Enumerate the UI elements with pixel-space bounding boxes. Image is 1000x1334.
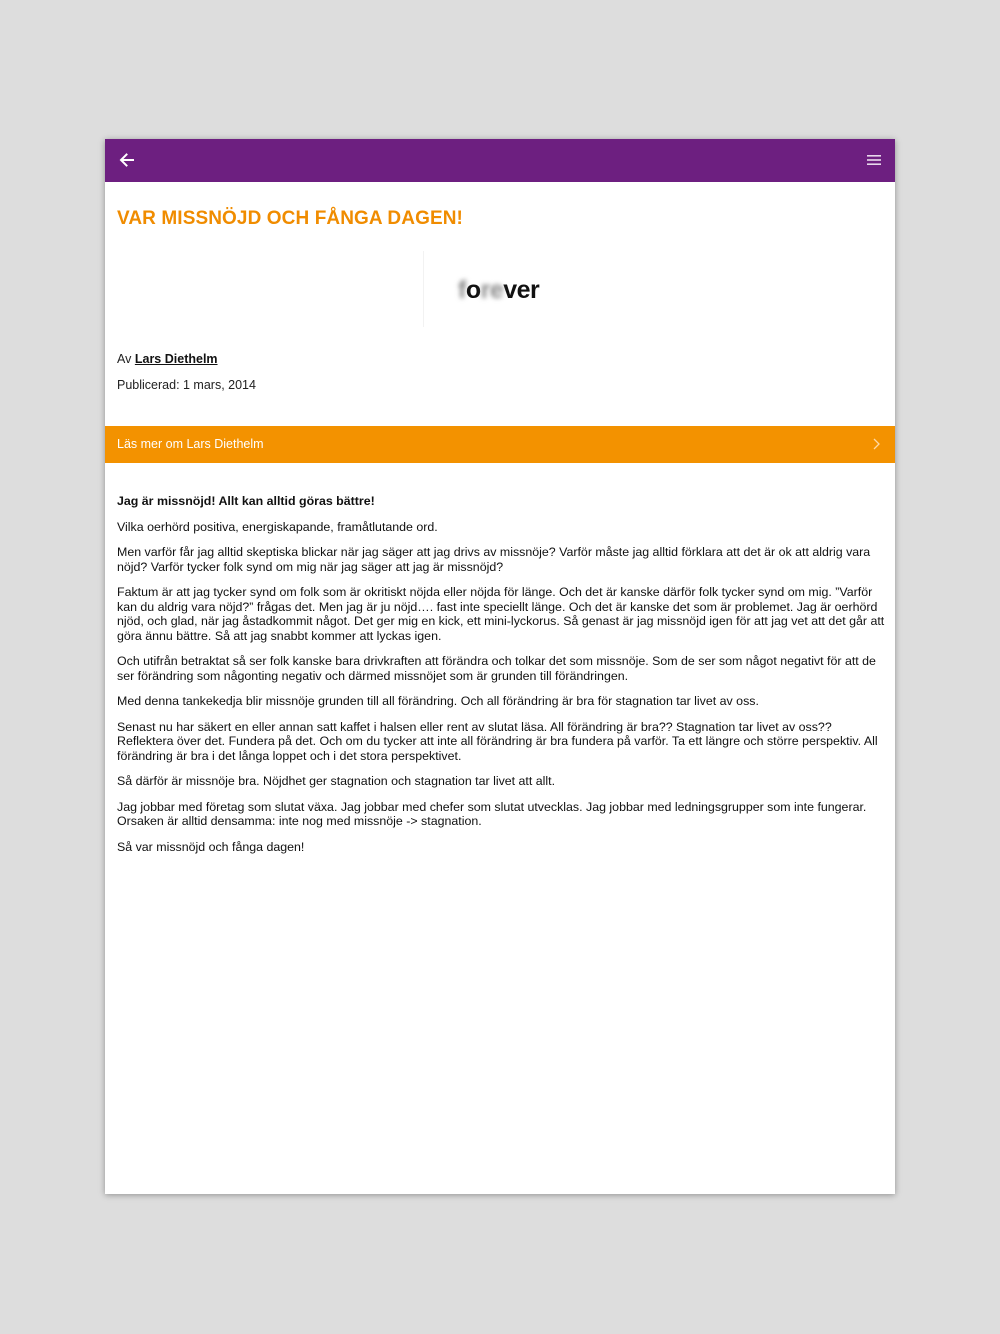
- body-paragraph: Så därför är missnöje bra. Nöjdhet ger stagnation och stagnation tar livet att allt.: [117, 774, 556, 788]
- app-screen: [105, 139, 895, 1194]
- arrow-left-icon[interactable]: [117, 150, 137, 170]
- article-image: [423, 251, 579, 327]
- byline-prefix: Av: [117, 352, 132, 366]
- article-body: [117, 494, 885, 865]
- read-more-author-button[interactable]: [105, 426, 895, 463]
- body-paragraph: Och utifrån betraktat så ser folk kanske bara drivkraften att förändra och tolkar det som missnöje. Som de ser som något negativt för att de ser förändring som någonting negativ och därmed missnöjet som är grunden till förändringen.: [117, 654, 876, 683]
- author-link[interactable]: Lars Diethelm: [134, 352, 218, 366]
- body-paragraph: Senast nu har säkert en eller annan satt kaffet i halsen eller rent av slutat läsa. All förändring är bra?? Stagnation tar livet av oss?? Reflektera över det. Fundera på det. Och om du tycker att inte all förändring är bra fundera på varför. Ta ett längre och större perspektiv. All förändring är bra i det långa loppet och i det stora perspektivet.: [117, 719, 878, 763]
- byline: [117, 352, 218, 366]
- logo-letter: ver: [503, 276, 540, 304]
- read-more-label: Läs mer om Lars Diethelm: [117, 437, 264, 451]
- body-lead: Jag är missnöjd! Allt kan alltid göras bättre!: [117, 494, 375, 508]
- body-paragraph: Men varför får jag alltid skeptiska blickar när jag säger att jag drivs av missnöje? Varför måste jag alltid förklara att det är ok att aldrig vara nöjd? Varför tycker folk synd om mig när jag säger att jag är missnöjd?: [117, 545, 871, 574]
- body-paragraph: Jag jobbar med företag som slutat växa. Jag jobbar med chefer som slutat utvecklas. Jag jobbar med ledningsgrupper som inte fungerar. Orsaken är alltid densamma: inte nog med missnöje -> stagnation.: [117, 799, 867, 828]
- logo-letter: e: [489, 276, 504, 304]
- app-bar: [105, 139, 895, 182]
- body-paragraph: Så var missnöjd och fånga dagen!: [117, 839, 305, 854]
- logo-letter: o: [465, 276, 481, 304]
- body-paragraph: Faktum är att jag tycker synd om folk som är okritiskt nöjda eller nöjda för länge. Och det är kanske därför folk tycker synd om mig. ”Varför kan du aldrig vara nöjd?” frågas det. Men jag är ju nöjd…. fast inte speciellt länge. Och det är kanske det som är problemet. Jag är oerhörd njöd, och glad, när jag åstadkommit något. Det ger mig en kick, ett mini-lyckorus. Så genast är jag missnöjd igen för att jag vet att det går att göra ännu bättre. Så att jag snabbt kommer att lyckas igen.: [117, 585, 885, 643]
- logo-letter: f: [458, 276, 466, 304]
- logo-letter: r: [480, 276, 490, 304]
- chevron-right-icon: [871, 437, 881, 451]
- body-paragraph: Vilka oerhörd positiva, energiskapande, framåtlutande ord.: [117, 519, 438, 534]
- hamburger-menu-icon[interactable]: [865, 151, 883, 169]
- forever-logo: [458, 276, 539, 305]
- article-title: VAR MISSNÖJD OCH FÅNGA DAGEN!: [117, 208, 463, 229]
- body-paragraph: Med denna tankekedja blir missnöje grunden till all förändring. Och all förändring är bra för stagnation tar livet av oss.: [117, 694, 759, 708]
- published-date: Publicerad: 1 mars, 2014: [117, 378, 256, 392]
